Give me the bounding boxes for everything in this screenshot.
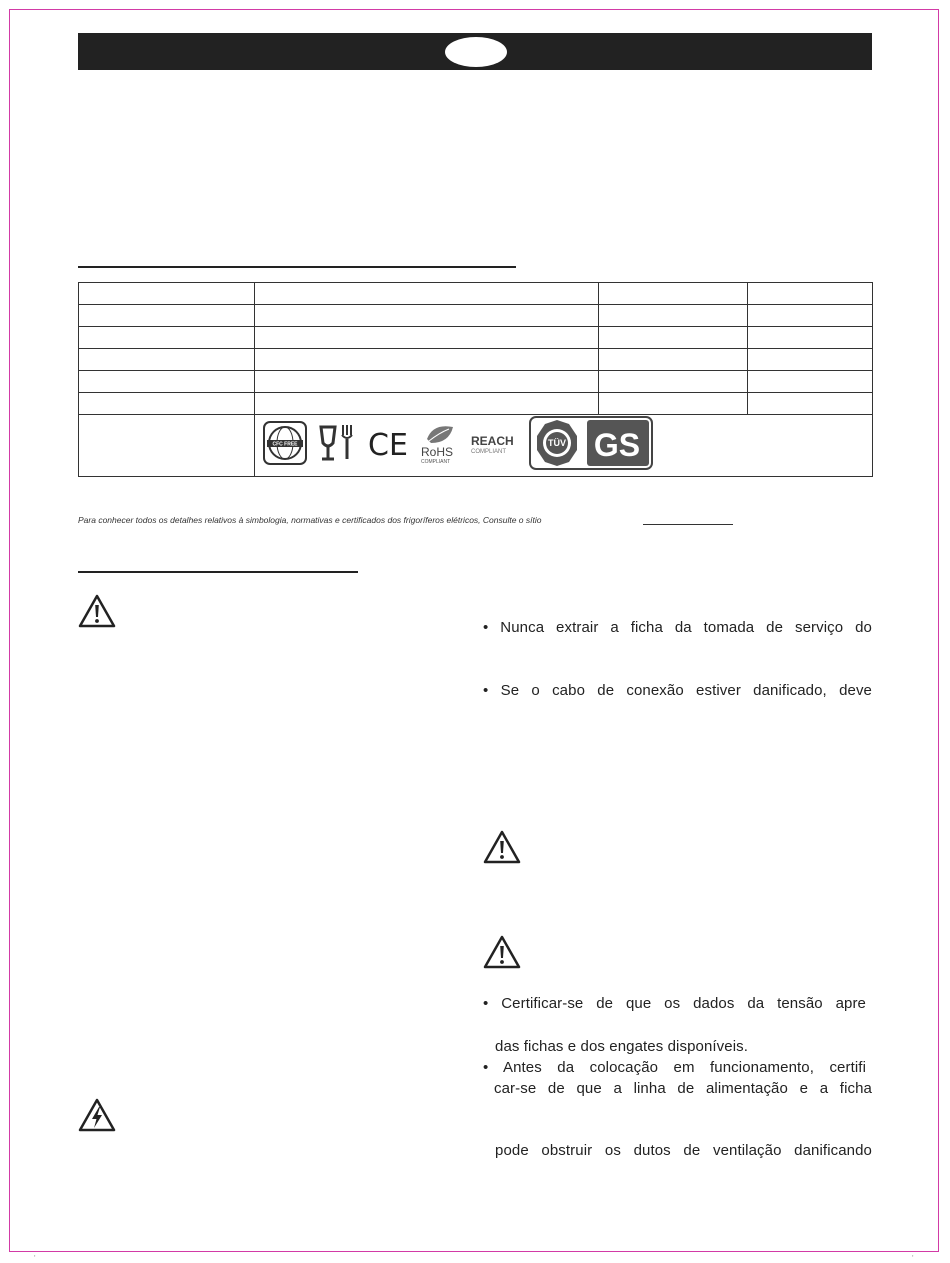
warning-icon — [78, 594, 116, 628]
svg-text:TÜV: TÜV — [548, 438, 566, 448]
table-row — [79, 371, 873, 393]
warning-icon — [483, 830, 521, 864]
table-row — [79, 393, 873, 415]
technical-data-table — [78, 282, 873, 477]
language-badge — [445, 37, 507, 67]
svg-text:COMPLIANT: COMPLIANT — [471, 449, 507, 455]
table-row — [79, 327, 873, 349]
svg-text:RoHS: RoHS — [421, 445, 454, 459]
warning-icon — [483, 935, 521, 969]
ce-mark-icon — [367, 423, 409, 468]
safety-bullet: • Antes da colocação em funcionamento, certifi — [483, 1059, 866, 1076]
table-row — [79, 349, 873, 371]
svg-text:CFC FREE: CFC FREE — [272, 441, 298, 448]
section-title-rule — [78, 266, 516, 268]
safety-text: das fichas e dos engates disponíveis. — [495, 1038, 749, 1055]
safety-text: car-se de que a linha de alimentação e a ficha — [494, 1080, 872, 1097]
crop-mark: ' — [912, 1254, 914, 1263]
reach-icon — [469, 421, 519, 470]
food-safe-icon — [317, 421, 357, 470]
certification-logos — [255, 416, 872, 476]
safety-bullet: • Certificar-se de que os dados da tensão apre — [483, 995, 866, 1012]
certification-footnote: Para conhecer todos os detalhes relativos à simbologia, normativas e certificados dos frigoríferos elétricos, Consulte o sítio — [78, 515, 542, 525]
cfc-free-icon — [263, 421, 307, 470]
safety-bullet: • Nunca extrair a ficha da tomada de serviço do — [483, 619, 872, 636]
website-blank — [643, 524, 733, 525]
electric-hazard-icon — [78, 1098, 116, 1132]
rohs-icon — [419, 421, 459, 470]
certification-row — [79, 415, 873, 477]
crop-mark: ' — [34, 1254, 36, 1263]
svg-text:REACH: REACH — [471, 434, 514, 448]
safety-text: pode obstruir os dutos de ventilação danificando — [495, 1142, 872, 1159]
svg-text:CE: CE — [368, 428, 408, 463]
gs-icon: GS — [593, 427, 641, 463]
safety-section-rule — [78, 571, 358, 573]
safety-bullet: • Se o cabo de conexão estiver danificado, deve — [483, 682, 872, 699]
table-row — [79, 305, 873, 327]
tuv-gs-mark — [529, 416, 653, 475]
table-row — [79, 283, 873, 305]
svg-text:COMPLIANT: COMPLIANT — [421, 459, 451, 465]
